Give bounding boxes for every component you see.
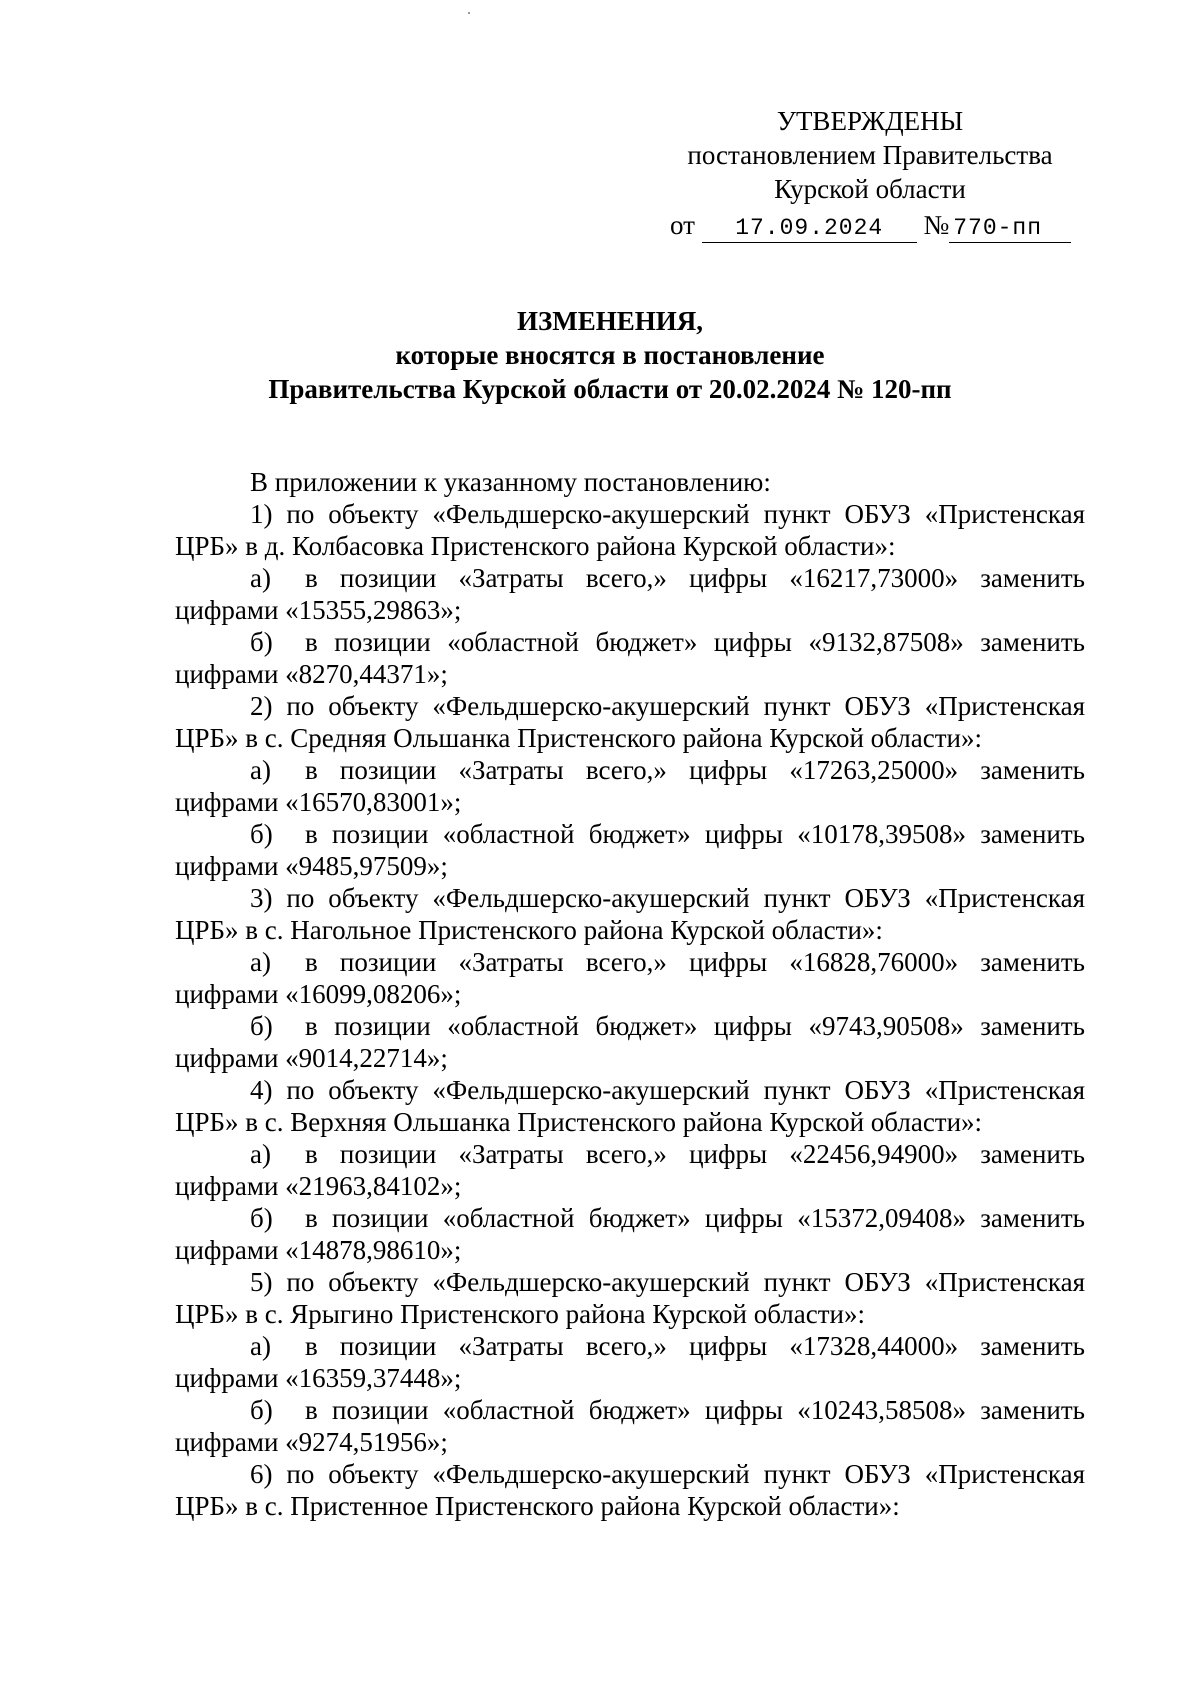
date-prefix: от bbox=[670, 210, 695, 240]
number-prefix: № bbox=[923, 210, 950, 240]
item-1-sub-a bbox=[175, 562, 1085, 626]
sub-a-replacement: цифрами «16359,37448»; bbox=[175, 1363, 462, 1393]
document-title bbox=[130, 304, 1090, 406]
body-intro: В приложении к указанному постановлению: bbox=[250, 467, 771, 497]
item-3-sub-b bbox=[175, 1010, 1085, 1074]
item-2: 2) по объекту «Фельдшерско-акушерский пункт ОБУЗ «Пристенская ЦРБ» в с. Средняя Ольшанка Пристенского района Курской области»: bbox=[175, 691, 1085, 753]
sub-b-text: в позиции «областной бюджет» цифры «9132,87508» заменить bbox=[305, 627, 1085, 657]
sub-b-text: в позиции «областной бюджет» цифры «9743,90508» заменить bbox=[305, 1011, 1085, 1041]
sub-a-text: в позиции «Затраты всего,» цифры «22456,94900» заменить bbox=[305, 1139, 1085, 1169]
document-body bbox=[175, 466, 1085, 1522]
sub-label-b: б) bbox=[250, 1203, 273, 1233]
sub-b-text: в позиции «областной бюджет» цифры «10243,58508» заменить bbox=[305, 1395, 1085, 1425]
sub-b-replacement: цифрами «8270,44371»; bbox=[175, 659, 448, 689]
sub-label-b: б) bbox=[250, 1011, 273, 1041]
item-1-sub-b bbox=[175, 626, 1085, 690]
item-5-sub-a bbox=[175, 1330, 1085, 1394]
approval-region: Курской области bbox=[774, 174, 966, 204]
sub-label-a: а) bbox=[250, 1139, 271, 1169]
sub-label-a: а) bbox=[250, 947, 271, 977]
sub-b-replacement: цифрами «14878,98610»; bbox=[175, 1235, 462, 1265]
approval-heading: УТВЕРЖДЕНЫ bbox=[776, 106, 964, 136]
sub-b-replacement: цифрами «9485,97509»; bbox=[175, 851, 448, 881]
sub-a-replacement: цифрами «21963,84102»; bbox=[175, 1171, 462, 1201]
item-5-sub-b bbox=[175, 1394, 1085, 1458]
scan-speck bbox=[468, 12, 470, 14]
approval-authority: постановлением Правительства bbox=[687, 140, 1053, 170]
sub-a-text: в позиции «Затраты всего,» цифры «17263,25000» заменить bbox=[305, 755, 1085, 785]
item-2-sub-a bbox=[175, 754, 1085, 818]
item-3-sub-a bbox=[175, 946, 1085, 1010]
title-line-3: Правительства Курской области от 20.02.2024 № 120-пп bbox=[268, 374, 952, 404]
approval-date: 17.09.2024 bbox=[702, 214, 917, 243]
sub-a-text: в позиции «Затраты всего,» цифры «16217,73000» заменить bbox=[305, 563, 1085, 593]
item-6: 6) по объекту «Фельдшерско-акушерский пункт ОБУЗ «Пристенская ЦРБ» в с. Пристенное Пристенского района Курской области»: bbox=[175, 1459, 1085, 1521]
item-4-sub-a bbox=[175, 1138, 1085, 1202]
sub-a-replacement: цифрами «15355,29863»; bbox=[175, 595, 462, 625]
sub-a-text: в позиции «Затраты всего,» цифры «16828,76000» заменить bbox=[305, 947, 1085, 977]
sub-label-a: а) bbox=[250, 563, 271, 593]
item-4-sub-b bbox=[175, 1202, 1085, 1266]
title-line-1: ИЗМЕНЕНИЯ, bbox=[516, 306, 703, 336]
approval-date-line bbox=[660, 208, 1080, 243]
sub-label-a: а) bbox=[250, 755, 271, 785]
item-4: 4) по объекту «Фельдшерско-акушерский пункт ОБУЗ «Пристенская ЦРБ» в с. Верхняя Ольшанка Пристенского района Курской области»: bbox=[175, 1075, 1085, 1137]
sub-b-text: в позиции «областной бюджет» цифры «15372,09408» заменить bbox=[305, 1203, 1085, 1233]
sub-b-replacement: цифрами «9014,22714»; bbox=[175, 1043, 448, 1073]
sub-label-b: б) bbox=[250, 819, 273, 849]
item-2-sub-b bbox=[175, 818, 1085, 882]
sub-label-a: а) bbox=[250, 1331, 271, 1361]
sub-b-replacement: цифрами «9274,51956»; bbox=[175, 1427, 448, 1457]
sub-b-text: в позиции «областной бюджет» цифры «10178,39508» заменить bbox=[305, 819, 1085, 849]
title-line-2: которые вносятся в постановление bbox=[395, 340, 825, 370]
item-5: 5) по объекту «Фельдшерско-акушерский пункт ОБУЗ «Пристенская ЦРБ» в с. Ярыгино Пристенского района Курской области»: bbox=[175, 1267, 1085, 1329]
approval-block bbox=[660, 104, 1080, 243]
approval-number: 770-пп bbox=[949, 214, 1071, 243]
sub-a-replacement: цифрами «16099,08206»; bbox=[175, 979, 462, 1009]
item-3: 3) по объекту «Фельдшерско-акушерский пункт ОБУЗ «Пристенская ЦРБ» в с. Нагольное Пристенского района Курской области»: bbox=[175, 883, 1085, 945]
sub-a-replacement: цифрами «16570,83001»; bbox=[175, 787, 462, 817]
item-1: 1) по объекту «Фельдшерско-акушерский пункт ОБУЗ «Пристенская ЦРБ» в д. Колбасовка Пристенского района Курской области»: bbox=[175, 499, 1085, 561]
sub-label-b: б) bbox=[250, 1395, 273, 1425]
sub-label-b: б) bbox=[250, 627, 273, 657]
sub-a-text: в позиции «Затраты всего,» цифры «17328,44000» заменить bbox=[305, 1331, 1085, 1361]
